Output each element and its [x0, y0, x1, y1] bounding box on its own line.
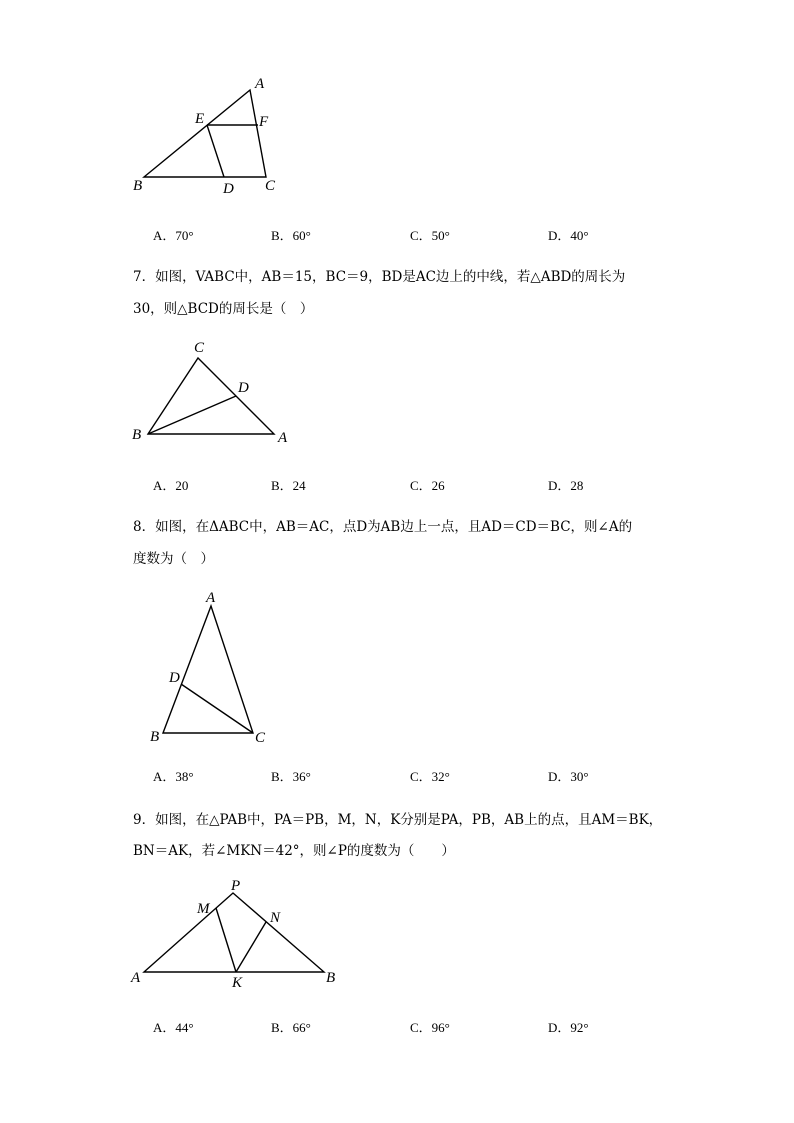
- q6-segment-ed: [207, 125, 224, 177]
- q8-option-c[interactable]: C．32°: [410, 769, 450, 784]
- q6-label-f: F: [259, 114, 269, 130]
- q9-stem-line-2: BN＝AK，若∠MKN＝42°，则∠P的度数为（ ）: [133, 843, 455, 859]
- q9-label-n: N: [270, 910, 281, 926]
- q8-label-a: A: [206, 590, 216, 606]
- q8-label-d: D: [169, 670, 180, 686]
- q7-stem-line-2: 30，则△BCD的周长是（ ）: [133, 301, 314, 317]
- q6-option-a[interactable]: A．70°: [153, 228, 194, 243]
- q9-option-b[interactable]: B．66°: [271, 1020, 311, 1035]
- q8-stem-line-2: 度数为（ ）: [133, 551, 214, 567]
- q7-label-d: D: [238, 380, 249, 396]
- q8-option-d[interactable]: D．30°: [548, 769, 589, 784]
- q7-label-a: A: [278, 430, 288, 446]
- q7-label-c: C: [194, 340, 205, 356]
- q6-label-b: B: [133, 178, 143, 194]
- q9-option-a[interactable]: A．44°: [153, 1020, 194, 1035]
- q8-label-b: B: [150, 729, 160, 745]
- q9-label-m: M: [197, 901, 210, 917]
- q8-stem-line-1: 8．如图，在ΔABC中，AB＝AC，点D为AB边上一点，且AD＝CD＝BC，则∠A的: [133, 519, 633, 535]
- q8-label-c: C: [255, 730, 266, 746]
- q7-stem-line-1: 7．如图，VABC中，AB＝15，BC＝9，BD是AC边上的中线，若△ABD的周长为: [133, 269, 626, 285]
- q7-option-b[interactable]: B．24: [271, 478, 306, 493]
- q9-triangle-pab: [144, 893, 324, 972]
- q6-label-a: A: [255, 76, 265, 92]
- q9-label-k: K: [232, 975, 243, 991]
- q9-figure: [144, 893, 324, 972]
- q6-option-d[interactable]: D．40°: [548, 228, 589, 243]
- q6-labels: [133, 76, 276, 197]
- q7-option-a[interactable]: A．20: [153, 478, 189, 493]
- q7-label-b: B: [132, 427, 142, 443]
- q9-label-b: B: [326, 970, 336, 986]
- q9-labels: [130, 878, 335, 991]
- q7-option-d[interactable]: D．28: [548, 478, 584, 493]
- q6-label-e: E: [195, 111, 205, 127]
- q7-triangle-abc: [148, 358, 274, 434]
- q9-option-d[interactable]: D．92°: [548, 1020, 589, 1035]
- q8-segment-dc: [181, 684, 253, 733]
- q6-option-b[interactable]: B．60°: [271, 228, 311, 243]
- q9-option-c[interactable]: C．96°: [410, 1020, 450, 1035]
- q9-label-a: A: [131, 970, 141, 986]
- q8-option-a[interactable]: A．38°: [153, 769, 194, 784]
- q6-figure: [144, 90, 266, 177]
- q9-stem-line-1: 9．如图，在△PAB中，PA＝PB，M，N，K分别是PA，PB，AB上的点，且AM＝BK，: [133, 812, 663, 828]
- q8-option-b[interactable]: B．36°: [271, 769, 311, 784]
- q6-label-c: C: [265, 178, 276, 194]
- q6-label-d: D: [223, 181, 234, 197]
- q9-segment-mk: [216, 908, 236, 972]
- q9-label-p: P: [231, 878, 241, 894]
- q7-figure: [148, 358, 274, 434]
- q6-option-c[interactable]: C．50°: [410, 228, 450, 243]
- q9-segment-kn: [236, 922, 266, 972]
- q6-triangle-abc: [144, 90, 266, 177]
- q7-option-c[interactable]: C．26: [410, 478, 445, 493]
